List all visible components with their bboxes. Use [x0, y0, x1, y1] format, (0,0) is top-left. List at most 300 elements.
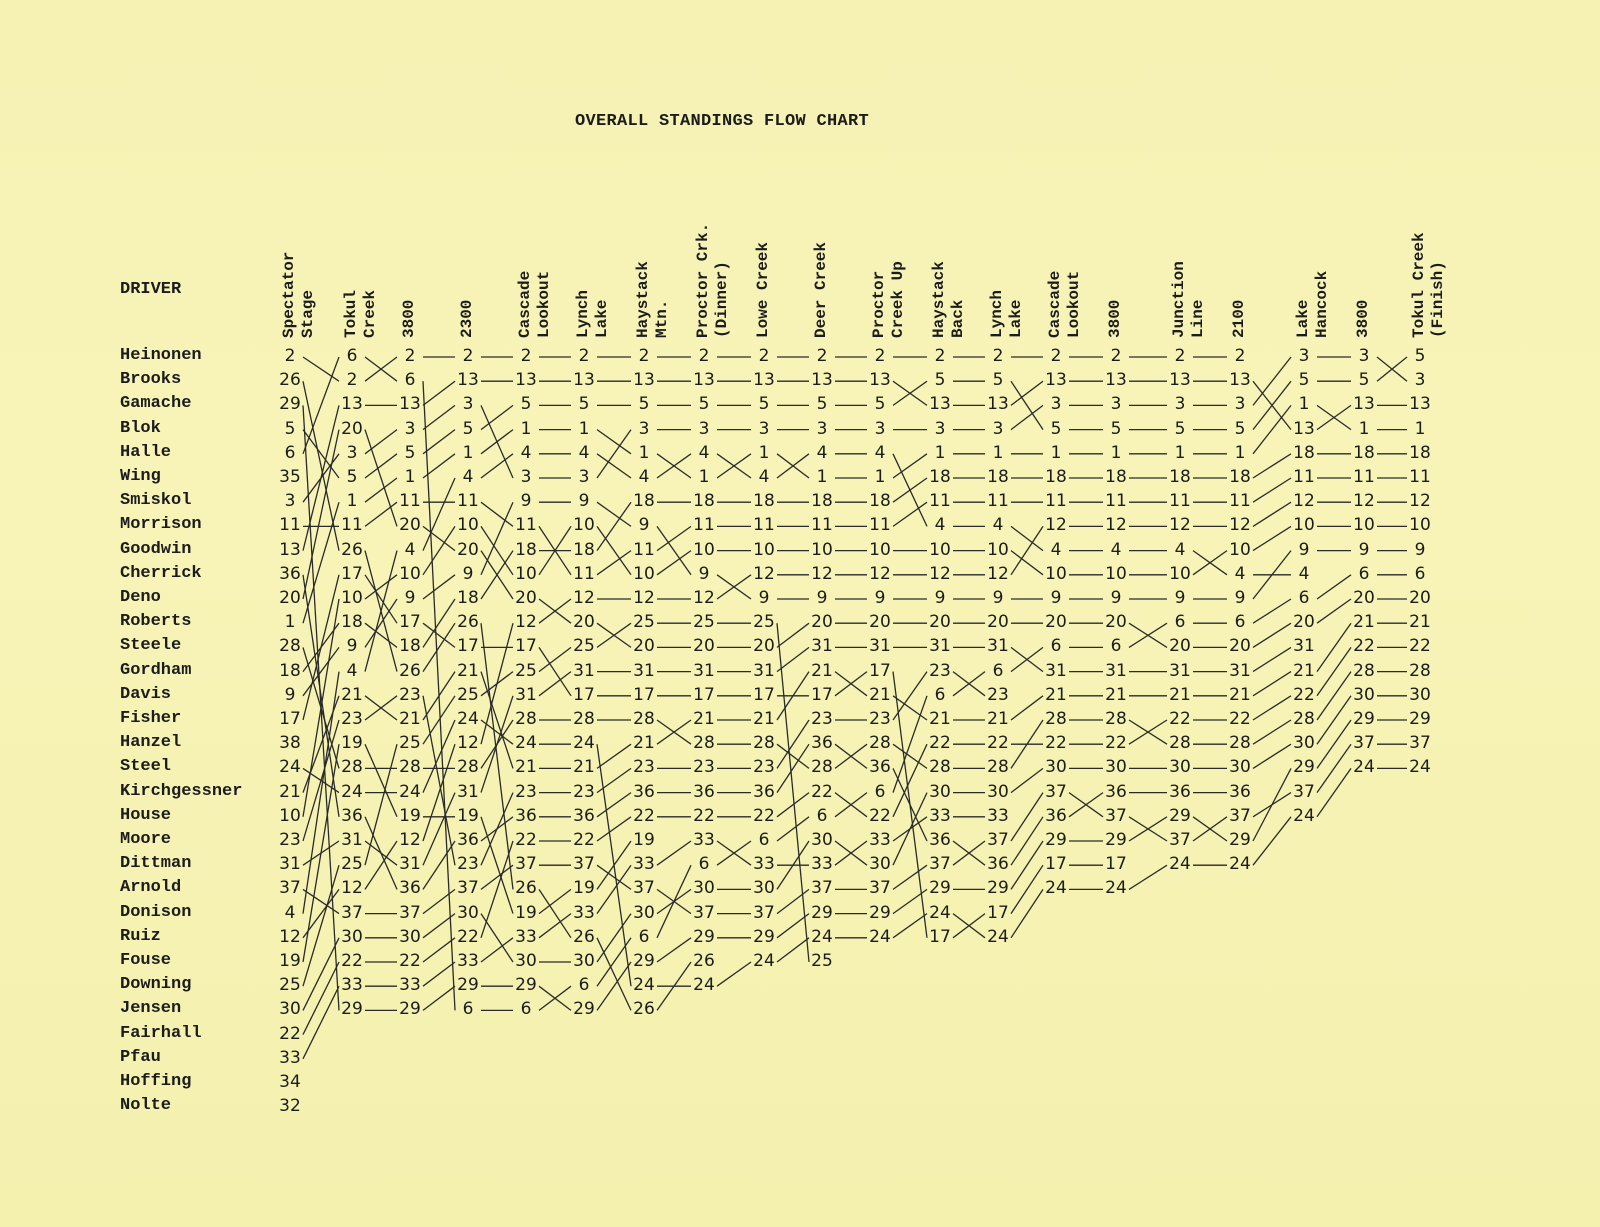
flow-line — [1317, 744, 1351, 792]
standing-cell: 18 — [987, 467, 1009, 487]
standing-cell: 17 — [753, 684, 775, 705]
flow-line — [423, 430, 455, 454]
standing-cell: 33 — [457, 951, 479, 971]
flow-line — [365, 454, 397, 478]
standing-cell: 4 — [1050, 539, 1062, 560]
standing-cell: 38 — [279, 733, 301, 754]
standing-cell: 12 — [693, 588, 715, 608]
standing-cell: 28 — [1105, 709, 1127, 729]
standing-cell: 10 — [693, 539, 715, 560]
flow-line — [1011, 526, 1043, 550]
standing-cell: 19 — [515, 902, 537, 923]
standing-cell: 30 — [753, 878, 775, 899]
stage-header: 3800 — [1354, 299, 1372, 338]
standing-cell: 2 — [284, 346, 296, 366]
standing-cell: 5 — [404, 442, 416, 463]
standing-cell: 30 — [573, 951, 595, 971]
flow-line — [597, 454, 631, 478]
standing-cell: 13 — [1353, 394, 1375, 415]
standing-cell: 13 — [399, 394, 421, 415]
standing-cell: 3 — [520, 467, 532, 487]
standing-cell: 31 — [693, 660, 715, 681]
standing-cell: 37 — [1169, 830, 1191, 850]
standing-cell: 23 — [399, 684, 421, 705]
standing-cell: 1 — [1110, 442, 1122, 463]
standing-cell: 1 — [346, 491, 358, 512]
standing-cell: 19 — [633, 830, 655, 850]
standing-cell: 5 — [578, 394, 590, 415]
standing-cell: 6 — [758, 830, 770, 850]
standing-cell: 20 — [279, 588, 301, 608]
standing-cell: 36 — [573, 805, 595, 826]
standing-cell: 17 — [1045, 854, 1067, 875]
flow-line — [597, 502, 631, 526]
flow-line — [657, 551, 691, 575]
standing-cell: 4 — [638, 467, 650, 487]
flow-line — [481, 502, 513, 575]
standing-cell: 17 — [633, 684, 655, 705]
flow-line — [597, 526, 631, 574]
standing-cell: 18 — [341, 612, 363, 633]
flow-line — [1011, 865, 1043, 913]
standing-cell: 13 — [929, 394, 951, 415]
standing-cell: 22 — [341, 951, 363, 971]
standing-cell: 18 — [1229, 467, 1251, 487]
standing-cell: 19 — [279, 951, 301, 971]
standing-cell: 10 — [869, 539, 891, 560]
driver-name: Ruiz — [120, 926, 161, 946]
flow-line — [1011, 381, 1043, 405]
standing-cell: 5 — [638, 394, 650, 415]
flow-line — [303, 405, 339, 550]
standing-cell: 2 — [638, 346, 650, 366]
stage-header: Spectator Stage — [280, 251, 317, 338]
standing-cell: 12 — [457, 733, 479, 754]
standing-cell: 29 — [869, 902, 891, 923]
standing-cell: 1 — [1050, 442, 1062, 463]
standing-cell: 36 — [929, 830, 951, 850]
flow-line — [303, 502, 339, 623]
standing-cell: 5 — [462, 418, 474, 439]
standing-cell: 11 — [573, 563, 595, 584]
standing-cell: 12 — [1293, 491, 1315, 512]
standing-cell: 31 — [515, 684, 537, 705]
standing-cell: 5 — [698, 394, 710, 415]
standing-cell: 10 — [633, 563, 655, 584]
standing-cell: 28 — [869, 733, 891, 754]
standing-cell: 28 — [633, 709, 655, 729]
standing-cell: 22 — [1353, 636, 1375, 657]
standing-cell: 12 — [399, 830, 421, 850]
standing-cell: 20 — [1105, 612, 1127, 633]
standing-cell: 1 — [284, 612, 296, 633]
standing-cell: 3 — [758, 418, 770, 439]
driver-name: Wing — [120, 467, 161, 486]
standing-cell: 33 — [399, 975, 421, 996]
stage-header: 2100 — [1230, 299, 1248, 338]
standing-cell: 30 — [1045, 757, 1067, 778]
standing-cell: 25 — [573, 636, 595, 657]
standing-cell: 18 — [869, 491, 891, 512]
standing-cell: 13 — [457, 370, 479, 391]
standing-cell: 17 — [515, 636, 537, 657]
standing-cell: 25 — [693, 612, 715, 633]
standing-cell: 37 — [1353, 733, 1375, 754]
driver-name: Pfau — [120, 1047, 161, 1067]
standing-cell: 3 — [578, 467, 590, 487]
standing-cell: 23 — [573, 781, 595, 802]
standing-cell: 31 — [341, 830, 363, 850]
standing-cell: 3 — [346, 442, 358, 463]
flow-line — [893, 865, 927, 889]
standing-cell: 3 — [404, 418, 416, 439]
standing-cell: 33 — [341, 975, 363, 996]
driver-name: House — [120, 805, 172, 825]
standing-cell: 20 — [341, 418, 363, 439]
standing-cell: 13 — [753, 370, 775, 391]
standing-cell: 11 — [515, 515, 537, 536]
standing-cell: 1 — [934, 442, 946, 463]
flow-line — [365, 575, 397, 623]
standing-cell: 4 — [698, 442, 710, 463]
standing-cell: 17 — [1105, 854, 1127, 875]
standing-cell: 10 — [1229, 539, 1251, 560]
standing-cell: 22 — [515, 830, 537, 850]
standing-cell: 13 — [693, 370, 715, 391]
standing-cell: 12 — [811, 563, 833, 584]
standing-cell: 13 — [573, 370, 595, 391]
standing-cell: 26 — [399, 660, 421, 681]
standing-cell: 10 — [1353, 515, 1375, 536]
standing-cell: 13 — [279, 539, 301, 560]
standing-cell: 22 — [573, 830, 595, 850]
standing-cell: 29 — [753, 926, 775, 947]
standing-cell: 2 — [462, 346, 474, 366]
driver-name: Halle — [120, 442, 172, 462]
standing-cell: 23 — [753, 757, 775, 778]
standing-cell: 13 — [869, 370, 891, 391]
standing-cell: 26 — [573, 926, 595, 947]
standing-cell: 25 — [399, 733, 421, 754]
standing-cell: 24 — [399, 781, 421, 802]
standing-cell: 11 — [1229, 491, 1251, 512]
flow-line — [597, 502, 631, 550]
flow-line — [597, 430, 631, 478]
standing-cell: 23 — [515, 781, 537, 802]
driver-name: Heinonen — [120, 346, 202, 365]
flow-line — [893, 914, 927, 938]
flow-line — [423, 478, 455, 551]
standing-cell: 24 — [753, 951, 775, 971]
standing-cell: 24 — [633, 975, 655, 996]
flow-line — [1011, 405, 1043, 429]
flow-line — [777, 817, 809, 841]
standing-cell: 20 — [929, 612, 951, 633]
standing-cell: 12 — [753, 563, 775, 584]
standing-cell: 12 — [279, 926, 301, 947]
standing-cell: 18 — [1045, 467, 1067, 487]
standing-cell: 29 — [573, 999, 595, 1020]
standing-cell: 12 — [633, 588, 655, 608]
standing-cell: 29 — [1409, 709, 1431, 729]
standing-cell: 13 — [811, 370, 833, 391]
standing-cell: 21 — [399, 709, 421, 729]
standing-cell: 2 — [1174, 346, 1186, 366]
standing-cell: 18 — [1353, 442, 1375, 463]
standing-cell: 6 — [698, 854, 710, 875]
standing-cell: 37 — [279, 878, 301, 899]
driver-name: Fouse — [120, 951, 172, 970]
flow-line — [539, 647, 571, 695]
flow-line — [1317, 720, 1351, 768]
standing-cell: 28 — [1293, 709, 1315, 729]
standing-cell: 17 — [279, 709, 301, 729]
standing-cell: 12 — [515, 612, 537, 633]
standing-cell: 21 — [929, 709, 951, 729]
standing-cell: 37 — [457, 878, 479, 899]
driver-name: Hanzel — [120, 733, 182, 753]
driver-name: Jensen — [120, 999, 182, 1019]
flow-line — [1317, 575, 1351, 599]
standing-cell: 22 — [1229, 709, 1251, 729]
flow-line — [1253, 647, 1291, 671]
stage-header: Cascade Lookout — [516, 270, 553, 338]
standing-cell: 36 — [869, 757, 891, 778]
standing-cell: 21 — [1105, 684, 1127, 705]
standing-cell: 11 — [279, 515, 301, 536]
standing-cell: 37 — [573, 854, 595, 875]
standing-cell: 36 — [753, 781, 775, 802]
flow-line — [1317, 672, 1351, 720]
standing-cell: 13 — [1045, 370, 1067, 391]
standing-cell: 2 — [698, 346, 710, 366]
flow-line — [1253, 454, 1291, 478]
standing-cell: 30 — [1353, 684, 1375, 705]
standing-cell: 22 — [633, 805, 655, 826]
standing-cell: 2 — [346, 370, 358, 391]
standing-cell: 18 — [573, 539, 595, 560]
flow-line — [1253, 817, 1291, 865]
standing-cell: 12 — [573, 588, 595, 608]
driver-name: Steel — [120, 757, 172, 777]
standing-cell: 6 — [816, 805, 828, 826]
standing-cell: 22 — [869, 805, 891, 826]
standing-cell: 6 — [1174, 612, 1186, 633]
stage-header: Tokul Creek (Finish) — [1410, 232, 1447, 338]
standing-cell: 1 — [816, 467, 828, 487]
standing-cell: 25 — [811, 951, 833, 971]
standing-cell: 20 — [1293, 612, 1315, 633]
flow-line — [423, 405, 455, 429]
standing-cell: 28 — [341, 757, 363, 778]
standing-cell: 21 — [693, 709, 715, 729]
standing-cell: 24 — [987, 926, 1009, 947]
standing-cell: 25 — [457, 684, 479, 705]
standing-cell: 5 — [874, 394, 886, 415]
flow-line — [597, 841, 631, 889]
flow-line — [1253, 357, 1291, 405]
standing-cell: 11 — [929, 491, 951, 512]
standing-cell: 13 — [515, 370, 537, 391]
standing-cell: 12 — [1105, 515, 1127, 536]
flow-line — [657, 526, 691, 550]
standing-cell: 29 — [633, 951, 655, 971]
standing-cell: 33 — [987, 805, 1009, 826]
standing-cell: 26 — [693, 951, 715, 971]
standing-cell: 33 — [869, 830, 891, 850]
standing-cell: 4 — [1174, 539, 1186, 560]
flow-line — [365, 430, 397, 527]
standing-cell: 22 — [693, 805, 715, 826]
standing-cell: 11 — [1409, 467, 1431, 487]
standing-cell: 1 — [1298, 394, 1310, 415]
standing-cell: 30 — [1409, 684, 1431, 705]
stage-header: Lynch Lake — [988, 289, 1025, 338]
standing-cell: 5 — [1174, 418, 1186, 439]
standing-cell: 1 — [874, 467, 886, 487]
flow-line — [303, 647, 339, 695]
standing-cell: 30 — [1169, 757, 1191, 778]
standing-cell: 5 — [934, 370, 946, 391]
standing-cell: 31 — [1293, 636, 1315, 657]
flow-line — [303, 430, 339, 599]
flow-line — [717, 962, 751, 986]
stage-header: Proctor Crk. (Dinner) — [694, 222, 731, 338]
standing-cell: 18 — [929, 467, 951, 487]
standing-cell: 17 — [573, 684, 595, 705]
standing-cell: 29 — [1229, 830, 1251, 850]
standing-cell: 21 — [515, 757, 537, 778]
standing-cell: 2 — [520, 346, 532, 366]
standing-cell: 28 — [1409, 660, 1431, 681]
standing-cell: 24 — [693, 975, 715, 996]
standing-cell: 13 — [341, 394, 363, 415]
standing-cell: 2 — [874, 346, 886, 366]
standing-cell: 21 — [341, 684, 363, 705]
standing-cell: 31 — [1229, 660, 1251, 681]
standing-cell: 24 — [341, 781, 363, 802]
standing-cell: 10 — [1409, 515, 1431, 536]
standing-cell: 1 — [1174, 442, 1186, 463]
flow-line — [481, 526, 513, 574]
standing-cell: 5 — [1358, 370, 1370, 391]
standing-cell: 3 — [1414, 370, 1426, 391]
standing-cell: 30 — [515, 951, 537, 971]
standing-cell: 36 — [1105, 781, 1127, 802]
standing-cell: 33 — [633, 854, 655, 875]
standing-cell: 29 — [987, 878, 1009, 899]
standing-cell: 9 — [992, 588, 1004, 608]
standing-cell: 24 — [1229, 854, 1251, 875]
standing-cell: 31 — [987, 636, 1009, 657]
standing-cell: 4 — [520, 442, 532, 463]
standing-cell: 36 — [1169, 781, 1191, 802]
standing-cell: 9 — [1234, 588, 1246, 608]
standing-cell: 20 — [573, 612, 595, 633]
standing-cell: 12 — [1045, 515, 1067, 536]
standing-cell: 6 — [1050, 636, 1062, 657]
flow-line — [423, 623, 455, 671]
standing-cell: 24 — [929, 902, 951, 923]
flow-line — [365, 478, 397, 502]
stage-header: Deer Creek — [812, 241, 830, 338]
standing-cell: 33 — [753, 854, 775, 875]
standing-cell: 36 — [987, 854, 1009, 875]
flow-line — [539, 672, 571, 696]
standing-cell: 29 — [1169, 805, 1191, 826]
standing-cell: 6 — [1110, 636, 1122, 657]
standing-cell: 11 — [341, 515, 363, 536]
standing-cell: 29 — [457, 975, 479, 996]
flow-line — [423, 841, 455, 889]
standing-cell: 23 — [633, 757, 655, 778]
standing-cell: 19 — [341, 733, 363, 754]
standing-cell: 10 — [573, 515, 595, 536]
stage-header: Cascade Lookout — [1046, 270, 1083, 338]
standing-cell: 22 — [811, 781, 833, 802]
standing-cell: 30 — [1105, 757, 1127, 778]
flow-line — [777, 938, 809, 962]
flow-line — [423, 672, 455, 720]
standing-cell: 33 — [929, 805, 951, 826]
standing-cell: 21 — [457, 660, 479, 681]
driver-name: Goodwin — [120, 539, 192, 559]
flow-line — [539, 914, 571, 938]
stage-header: Proctor Creek Up — [870, 261, 907, 338]
standing-cell: 29 — [1105, 830, 1127, 850]
standing-cell: 9 — [638, 515, 650, 536]
standing-cell: 22 — [1105, 733, 1127, 754]
standing-cell: 28 — [753, 733, 775, 754]
standing-cell: 23 — [457, 854, 479, 875]
standing-cell: 21 — [633, 733, 655, 754]
standing-cell: 29 — [1353, 709, 1375, 729]
standing-cell: 22 — [279, 1023, 301, 1044]
standing-cell: 5 — [520, 394, 532, 415]
standing-cell: 37 — [753, 902, 775, 923]
driver-name: Deno — [120, 588, 161, 607]
standing-cell: 10 — [1045, 563, 1067, 584]
standing-cell: 9 — [934, 588, 946, 608]
driver-name: Hoffing — [120, 1072, 192, 1091]
driver-name: Blok — [120, 418, 161, 438]
standing-cell: 4 — [462, 467, 474, 487]
standing-cell: 18 — [811, 491, 833, 512]
flow-line — [777, 914, 809, 938]
standing-cell: 3 — [1298, 346, 1310, 366]
standing-cell: 2 — [578, 346, 590, 366]
standing-cell: 5 — [816, 394, 828, 415]
standing-cell: 17 — [457, 636, 479, 657]
standing-cell: 10 — [987, 539, 1009, 560]
standing-cell: 23 — [279, 830, 301, 850]
standing-cell: 9 — [1110, 588, 1122, 608]
flow-line — [1253, 744, 1291, 768]
standing-cell: 21 — [1045, 684, 1067, 705]
standing-cell: 36 — [399, 878, 421, 899]
standing-cell: 18 — [633, 491, 655, 512]
standing-cell: 24 — [869, 926, 891, 947]
flow-line — [1317, 599, 1351, 623]
standing-cell: 37 — [929, 854, 951, 875]
flow-line — [893, 478, 927, 502]
standing-cell: 5 — [284, 418, 296, 439]
standing-cell: 10 — [811, 539, 833, 560]
standing-cell: 9 — [1174, 588, 1186, 608]
standing-cell: 4 — [1234, 563, 1246, 584]
standing-cell: 2 — [404, 346, 416, 366]
standing-cell: 6 — [1414, 563, 1426, 584]
